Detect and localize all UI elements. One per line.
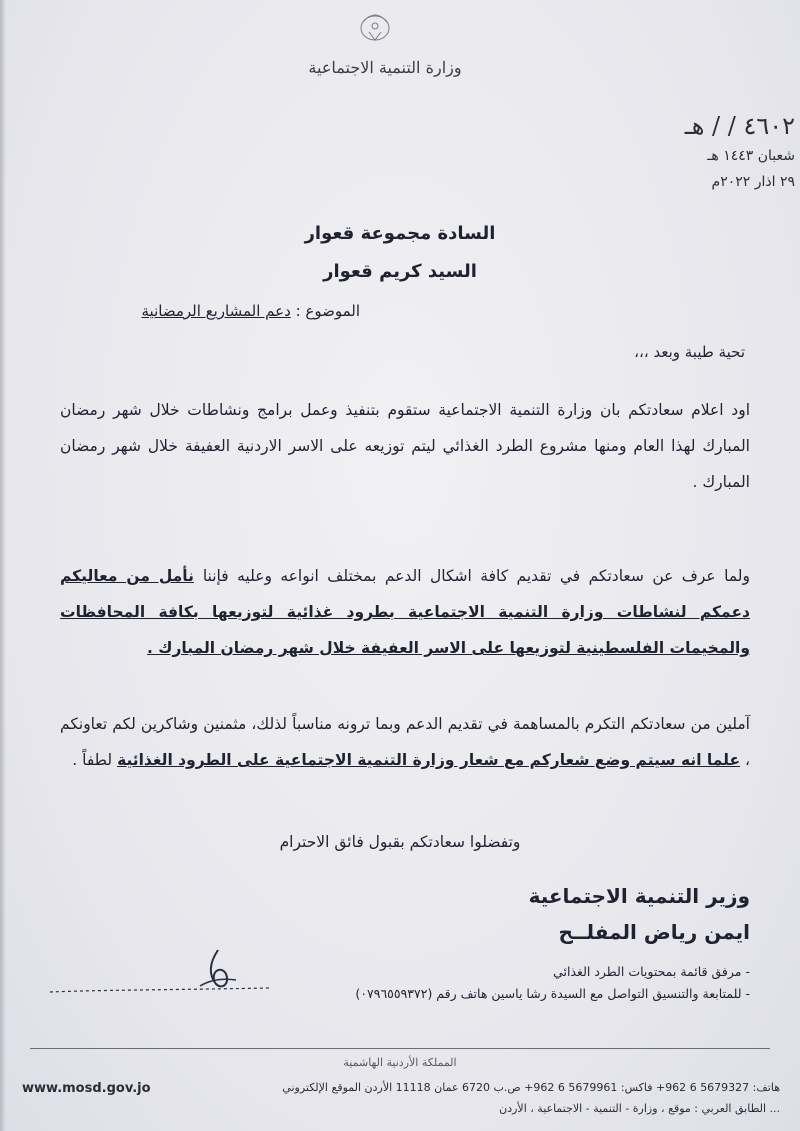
footer-address: ... الطابق العربي : موقع ، وزارة - التنمية - الاجتماعية ، الأردن xyxy=(499,1102,780,1115)
footer-divider xyxy=(30,1048,770,1049)
paragraph-2-intro: ولما عرف عن سعادتكم في تقديم كافة اشكال الدعم بمختلف انواعه وعليه فإننا xyxy=(202,567,750,585)
ministry-crest-icon xyxy=(335,2,415,44)
paragraph-3-logo-note: علما انه سيتم وضع شعاركم مع شعار وزارة التنمية الاجتماعية على الطرود الغذائية xyxy=(117,751,741,769)
coordination-note: - للمتابعة والتنسيق التواصل مع السيدة رشا ياسين هاتف رقم (٠٧٩٦٥٥٩٣٧٢) xyxy=(355,986,750,1001)
addressee-block xyxy=(250,215,550,291)
addressee-line-1: السادة مجموعة قعوار xyxy=(304,223,496,244)
subject-label: الموضوع : xyxy=(295,302,360,320)
paragraph-2 xyxy=(60,558,750,666)
paragraph-1: اود اعلام سعادتكم بان وزارة التنمية الاجتماعية ستقوم بتنفيذ وعمل برامج ونشاطات خلال شهر رمضان المبارك لهذا العام ومنها مشروع الطرد الغذائي ليتم توزيعه على الاسر الاردنية العفيفة خلال شهر رمضان المبارك . xyxy=(60,401,750,491)
footer-website-link[interactable]: www.mosd.gov.jo xyxy=(22,1081,151,1096)
signatory-name: ايمن رياض المفلــح xyxy=(558,920,750,944)
hijri-date: شعبان ١٤٤٣ هـ xyxy=(707,148,795,164)
reference-number: ٤٦٠٢ / / هـ xyxy=(684,112,795,140)
greeting: تحية طيبة وبعد ،،، xyxy=(634,343,745,361)
ministry-header: وزارة التنمية الاجتماعية xyxy=(308,58,462,77)
subject-value: دعم المشاريع الرمضانية xyxy=(141,302,291,320)
paragraph-2-request: نأمل من معاليكم دعمكم لنشاطات وزارة التنمية الاجتماعية بطرود غذائية لتوزيعها بكافة المحافظات والمخيمات الفلسطينية لتوزيعها على الاسر العفيفة خلال شهر رمضان المبارك . xyxy=(60,567,750,657)
addressee-line-2: السيد كريم قعوار xyxy=(323,261,477,282)
gregorian-date: ٢٩ اذار ٢٠٢٢م xyxy=(711,174,795,190)
attachment-note: - مرفق قائمة بمحتويات الطرد الغذائي xyxy=(553,964,750,979)
paragraph-3-intro: آملين من سعادتكم التكرم بالمساهمة في تقديم الدعم وبما ترونه مناسباً لذلك، مثمنين وشاكرين لكم تعاونكم ، xyxy=(60,715,750,769)
subject-line xyxy=(60,302,360,320)
footer-contact-info: هاتف: 5679327 6 962+ فاكس: 5679961 6 962+ ص.ب 6720 عمان 11118 الأردن الموقع الإلكتروني xyxy=(282,1081,780,1094)
footer-kingdom: المملكة الأردنية الهاشمية xyxy=(343,1056,457,1069)
paragraph-3-end: لطفاً . xyxy=(72,751,113,769)
paragraph-3 xyxy=(60,706,750,778)
closing-line: وتفضلوا سعادتكم بقبول فائق الاحترام xyxy=(279,833,521,851)
scan-edge-shadow xyxy=(0,0,6,1131)
signatory-title: وزير التنمية الاجتماعية xyxy=(528,884,750,908)
